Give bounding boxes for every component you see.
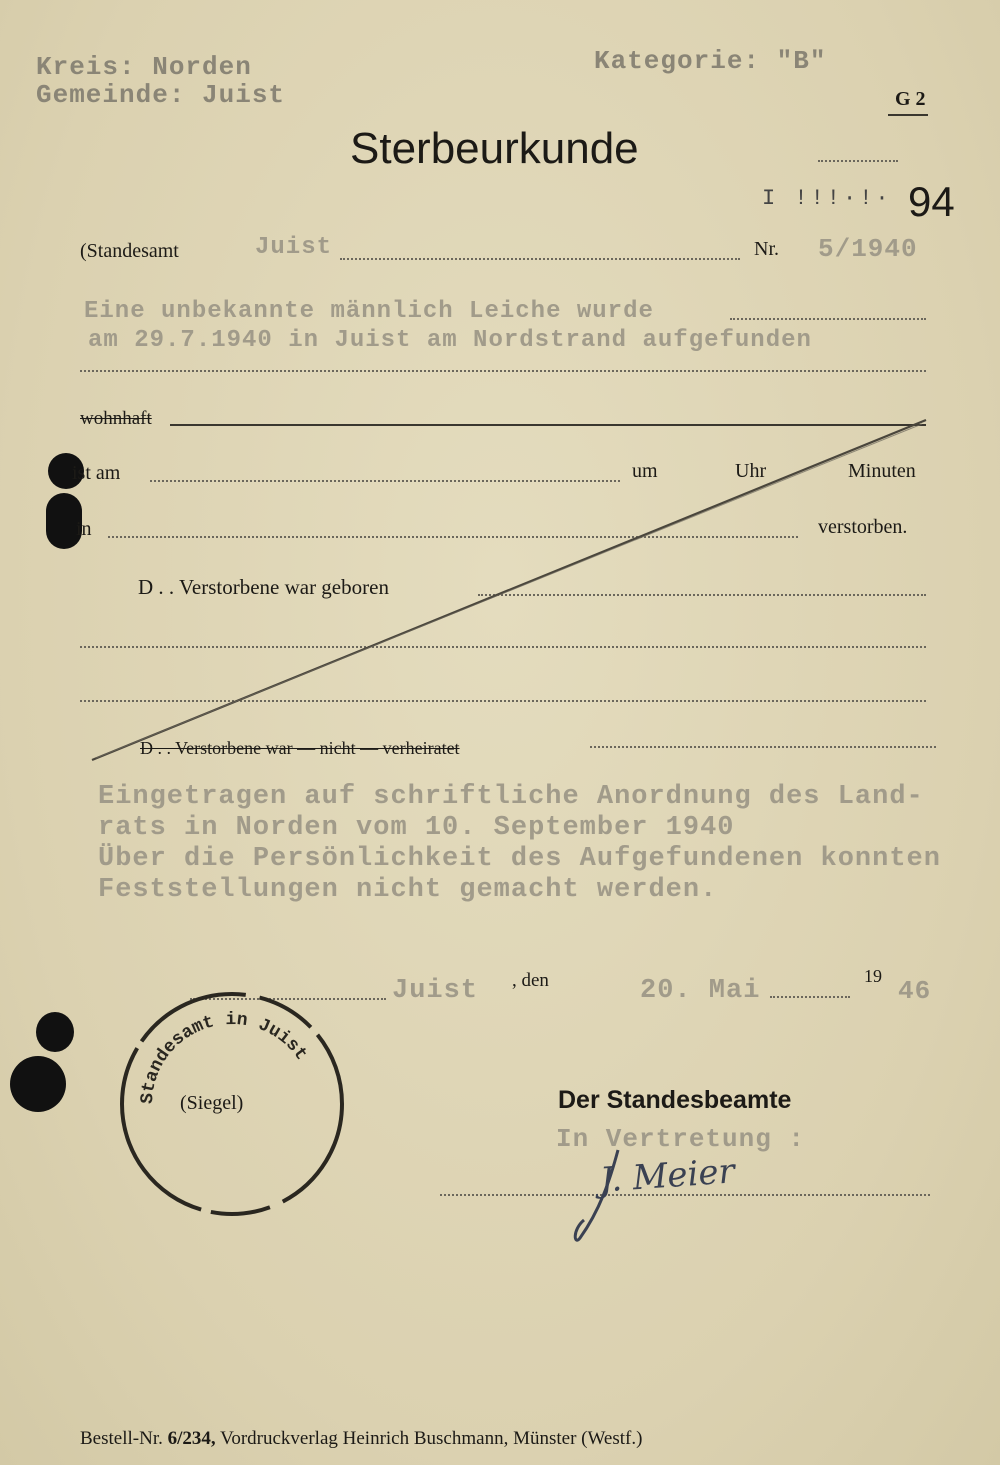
official-seal: [112, 984, 352, 1224]
time-um-label: um: [632, 460, 658, 482]
remark-line-1: Eingetragen auf schriftliche Anordnung des Land-: [98, 782, 924, 812]
seal-label: (Siegel): [180, 1092, 244, 1114]
entry-line-1: Eine unbekannte männlich Leiche wurde: [84, 298, 654, 325]
wohnhaft-label: wohnhaft: [80, 408, 152, 429]
time-minuten-label: Minuten: [848, 460, 916, 482]
registry-office-value: Juist: [255, 234, 333, 261]
signature-flourish: [560, 1140, 680, 1250]
district-label: Kreis: Norden: [36, 52, 252, 82]
entry-line-2: am 29.7.1940 in Juist am Nordstrand aufgefunden: [88, 327, 812, 354]
registrar-title: Der Standesbeamte: [558, 1086, 792, 1114]
footer-order-number: 6/234,: [167, 1428, 216, 1449]
register-number: 94: [908, 178, 955, 225]
date-value: 20. Mai: [640, 976, 761, 1006]
deputy-note: In Vertretung :: [556, 1124, 806, 1154]
svg-text:Standesamt in Juist: [138, 1010, 311, 1105]
place-value: Juist: [392, 976, 479, 1006]
stamp-marks: I !!!·!·: [762, 186, 892, 211]
death-date-label: ist am: [72, 462, 121, 484]
registry-office-label: (Standesamt: [80, 240, 179, 262]
time-uhr-label: Uhr: [735, 460, 767, 482]
death-place-label: in: [76, 518, 92, 540]
registry-number-value: 5/1940: [818, 234, 918, 264]
birth-label: D . . Verstorbene war geboren: [138, 575, 389, 599]
footer-line: [80, 1428, 642, 1450]
footer-publisher: Vordruckverlag Heinrich Buschmann, Münster (Westf.): [220, 1428, 643, 1449]
category-label: Kategorie: "B": [594, 46, 827, 76]
year-suffix: 46: [898, 976, 932, 1006]
date-dots: [770, 996, 850, 998]
remark-line-3: Über die Persönlichkeit des Aufgefundenen konnten: [98, 844, 941, 874]
municipality-label: Gemeinde: Juist: [36, 80, 286, 110]
seal-ring-text: Standesamt in Juist: [137, 1009, 311, 1105]
form-code: G 2: [895, 88, 926, 110]
punch-hole-bottom-1: [36, 1012, 74, 1052]
remark-line-2: rats in Norden vom 10. September 1940: [98, 813, 735, 843]
punch-hole-bottom-2: [10, 1056, 66, 1112]
date-den-label: , den: [512, 970, 549, 991]
remark-line-4: Feststellungen nicht gemacht werden.: [98, 875, 718, 905]
year-prefix: 19: [864, 966, 882, 986]
verstorben-label: verstorben.: [818, 516, 908, 538]
registry-number-label: Nr.: [754, 238, 779, 260]
marital-status-label: D . . Verstorbene war — nicht — verheiratet: [140, 738, 460, 758]
registrar-signature: J. Meier: [598, 1151, 737, 1201]
footer-order-label: Bestell-Nr.: [80, 1428, 163, 1449]
document-title: Sterbeurkunde: [350, 124, 639, 173]
